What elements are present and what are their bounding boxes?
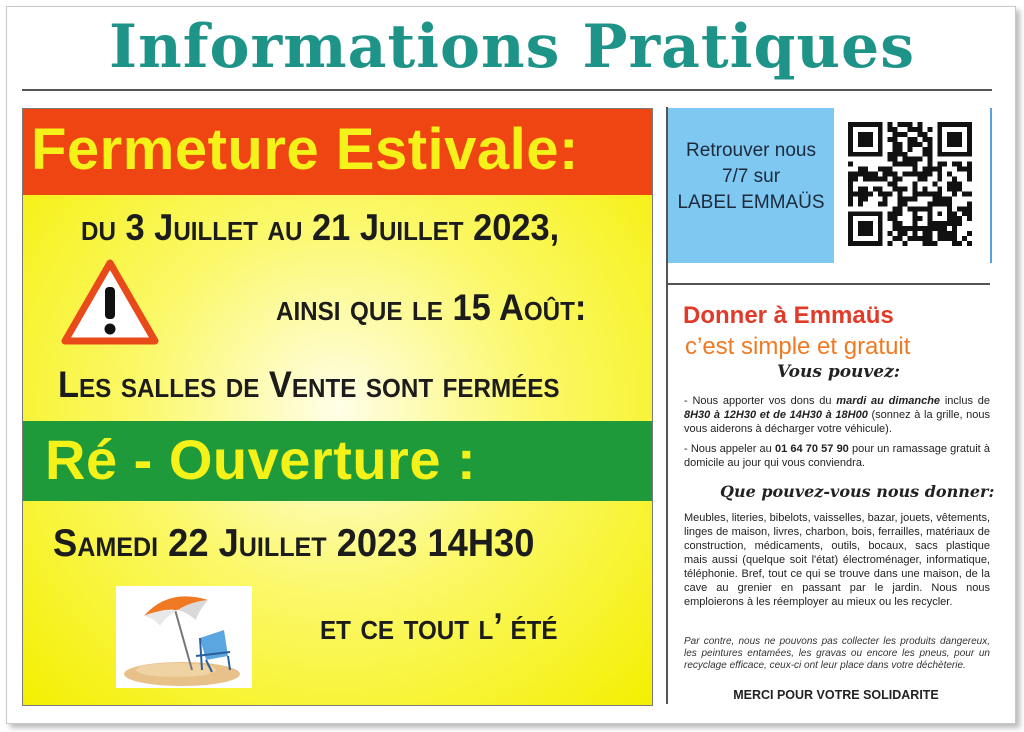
closure-dates: du 3 Juillet au 21 Juillet 2023,: [81, 207, 560, 248]
you-can-heading: Vous pouvez:: [777, 362, 901, 382]
qr-code-icon[interactable]: [848, 122, 972, 246]
closure-banner: [23, 109, 652, 195]
title-divider: [22, 89, 992, 91]
closure-august: ainsi que le 15 Août:: [276, 287, 587, 328]
closure-heading: Fermeture Estivale:: [31, 117, 579, 182]
drop-off-info: - Nous apporter vos dons du mardi au dimanche inclus de 8H30 à 12H30 et de 14H30 à 18H00 (sonnez à la grille, nous vous aiderons à décharger votre véhicule).: [684, 395, 990, 435]
reopening-date: Samedi 22 Juillet 2023 14H30: [53, 522, 535, 565]
beach-chair-icon: [116, 586, 252, 688]
label-emmaus-text: [668, 108, 834, 263]
reopening-banner: [23, 421, 652, 501]
reopening-summer: et ce tout l’ été: [320, 606, 558, 647]
label-line-1: Retrouver nous: [686, 140, 816, 161]
items-list: Meubles, literies, bibelots, vaisselles, bazar, jouets, vêtements, linges de maison, livres, charbon, bois, ferrailles, matériaux de construction, médicaments, outils, bocaux, sacs plastique mais aussi (quelque soit l'état) électroménager, informatique, téléphonie. Bref, tout ce qui se trouve dans une maison, de la cave au grenier en passant par le jardin. Nous nous emploierons à les réemployer au mieux ou les recycler.: [684, 512, 990, 608]
warning-icon: [61, 259, 159, 345]
label-line-2: 7/7 sur: [721, 166, 781, 187]
restrictions-note: Par contre, nous ne pouvons pas collecter les produits dangereux, les peintures entamées, les gravas ou encore les pneus, pour un recyclage efficace, ceux-ci ont leur place dans votre déchèterie.: [684, 636, 990, 671]
right-divider: [668, 283, 990, 285]
page-title: Informations Pratiques: [109, 12, 915, 82]
label-line-3: LABEL EMMAÜS: [677, 192, 825, 213]
label-emmaus-box: [668, 108, 992, 263]
closure-panel: [22, 108, 653, 706]
pickup-info: - Nous appeler au 01 64 70 57 90 pour un ramassage gratuit à domicile au jour qui vous conviendra.: [684, 443, 991, 469]
thanks-text: MERCI POUR VOTRE SOLIDARITE: [733, 688, 939, 702]
reopening-heading: Ré - Ouverture :: [45, 428, 477, 491]
closure-notice: Les salles de Vente sont fermées: [58, 364, 560, 405]
what-to-give-heading: Que pouvez-vous nous donner:: [720, 482, 995, 501]
donate-title: Donner à Emmaüs: [683, 302, 894, 329]
donate-subtitle: c’est simple et gratuit: [685, 333, 911, 360]
